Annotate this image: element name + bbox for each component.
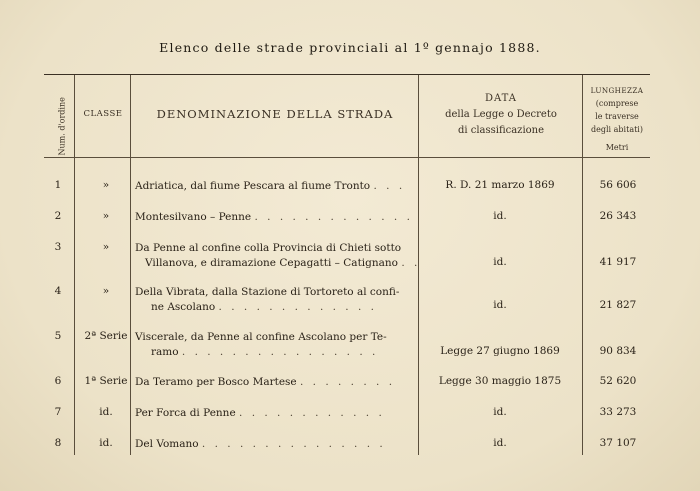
row-lunghezza: 90 834 <box>599 345 637 357</box>
row-classe: 1ª Serie <box>84 375 128 387</box>
row-data: id. <box>493 299 507 311</box>
row-num: 3 <box>54 241 62 253</box>
row-classe: 2ª Serie <box>84 330 128 342</box>
row-classe: id. <box>99 437 113 449</box>
header-lunghezza-sub1: (comprese <box>595 99 639 108</box>
row-denominazione-text: Da Teramo per Bosco Martese <box>135 376 297 388</box>
row-lunghezza: 52 620 <box>599 375 637 387</box>
header-lunghezza-title: LUNGHEZZA <box>590 86 644 95</box>
header-lunghezza-sub2: le traverse <box>595 112 639 121</box>
header-divider <box>44 157 650 158</box>
header-data-title: DATA <box>484 93 518 104</box>
row-num: 2 <box>54 210 62 222</box>
leader-dots: . . . . . . . . . . . . . . . . <box>181 346 379 358</box>
row-num: 8 <box>54 437 62 449</box>
row-denominazione <box>135 406 415 421</box>
header-num: Num. d'ordine <box>57 97 67 156</box>
column-divider <box>130 75 131 455</box>
row-denominazione <box>135 179 415 194</box>
leader-dots: . . . . . . . . . . . . . . . <box>201 438 386 450</box>
row-denominazione-text: Montesilvano – Penne <box>135 211 252 223</box>
row-denominazione-cont: ramo <box>151 346 179 358</box>
header-classe: CLASSE <box>83 109 123 119</box>
row-num: 6 <box>54 375 62 387</box>
row-lunghezza: 56 606 <box>599 179 637 191</box>
row-denominazione-text: Per Forca di Penne <box>135 407 236 419</box>
row-num: 5 <box>54 330 62 342</box>
leader-dots: . . . <box>373 180 406 192</box>
row-denominazione-text: Della Vibrata, dalla Stazione di Tortoreto al confi- <box>135 286 400 298</box>
row-data: id. <box>493 437 507 449</box>
header-lunghezza-unit: Metri <box>605 143 629 152</box>
row-denominazione <box>135 375 415 390</box>
row-denominazione-cont: Villanova, e diramazione Cepagatti – Catignano <box>145 257 398 269</box>
header-data-sub2: di classificazione <box>457 125 545 136</box>
row-data: Legge 27 giugno 1869 <box>440 345 560 357</box>
row-denominazione <box>135 330 415 360</box>
row-lunghezza: 37 107 <box>599 437 637 449</box>
leader-dots: . . . . . . . . <box>299 376 396 388</box>
leader-dots: . . . . . . . . . . . . . <box>218 301 377 313</box>
row-classe: » <box>102 285 110 297</box>
row-denominazione-text: Adriatica, dal fiume Pescara al fiume Tronto <box>135 180 371 192</box>
row-data: Legge 30 maggio 1875 <box>438 375 562 387</box>
row-num: 4 <box>54 285 62 297</box>
row-lunghezza: 26 343 <box>599 210 637 222</box>
row-denominazione <box>135 285 415 315</box>
row-denominazione <box>135 210 415 225</box>
row-classe: » <box>102 241 110 253</box>
header-data-sub1: della Legge o Decreto <box>445 109 557 120</box>
roads-table <box>44 74 650 455</box>
leader-dots: . . <box>401 257 421 269</box>
row-lunghezza: 41 917 <box>599 256 637 268</box>
page-title: Elenco delle strade provinciali al 1º gennajo 1888. <box>159 40 541 55</box>
leader-dots: . . . . . . . . . . . . . <box>254 211 413 223</box>
row-data: id. <box>493 406 507 418</box>
column-divider <box>74 75 75 455</box>
leader-dots: . . . . . . . . . . . . <box>239 407 385 419</box>
row-num: 1 <box>54 179 62 191</box>
row-denominazione-text: Del Vomano <box>135 438 199 450</box>
row-data: id. <box>493 210 507 222</box>
header-denominazione: DENOMINAZIONE DELLA STRADA <box>156 107 394 121</box>
column-divider <box>582 75 583 455</box>
row-denominazione <box>135 241 421 271</box>
row-denominazione-text: Da Penne al confine colla Provincia di Chieti sotto <box>135 242 402 254</box>
row-classe: » <box>102 210 110 222</box>
row-lunghezza: 33 273 <box>599 406 637 418</box>
row-denominazione-text: Viscerale, da Penne al confine Ascolano per Te- <box>135 331 387 343</box>
row-data: id. <box>493 256 507 268</box>
header-lunghezza-sub3: degli abitati) <box>591 125 643 134</box>
row-data: R. D. 21 marzo 1869 <box>445 179 555 191</box>
row-denominazione-cont: ne Ascolano <box>151 301 216 313</box>
row-num: 7 <box>54 406 62 418</box>
row-lunghezza: 21 827 <box>599 299 637 311</box>
row-classe: id. <box>99 406 113 418</box>
row-denominazione <box>135 437 415 452</box>
row-classe: » <box>102 179 110 191</box>
